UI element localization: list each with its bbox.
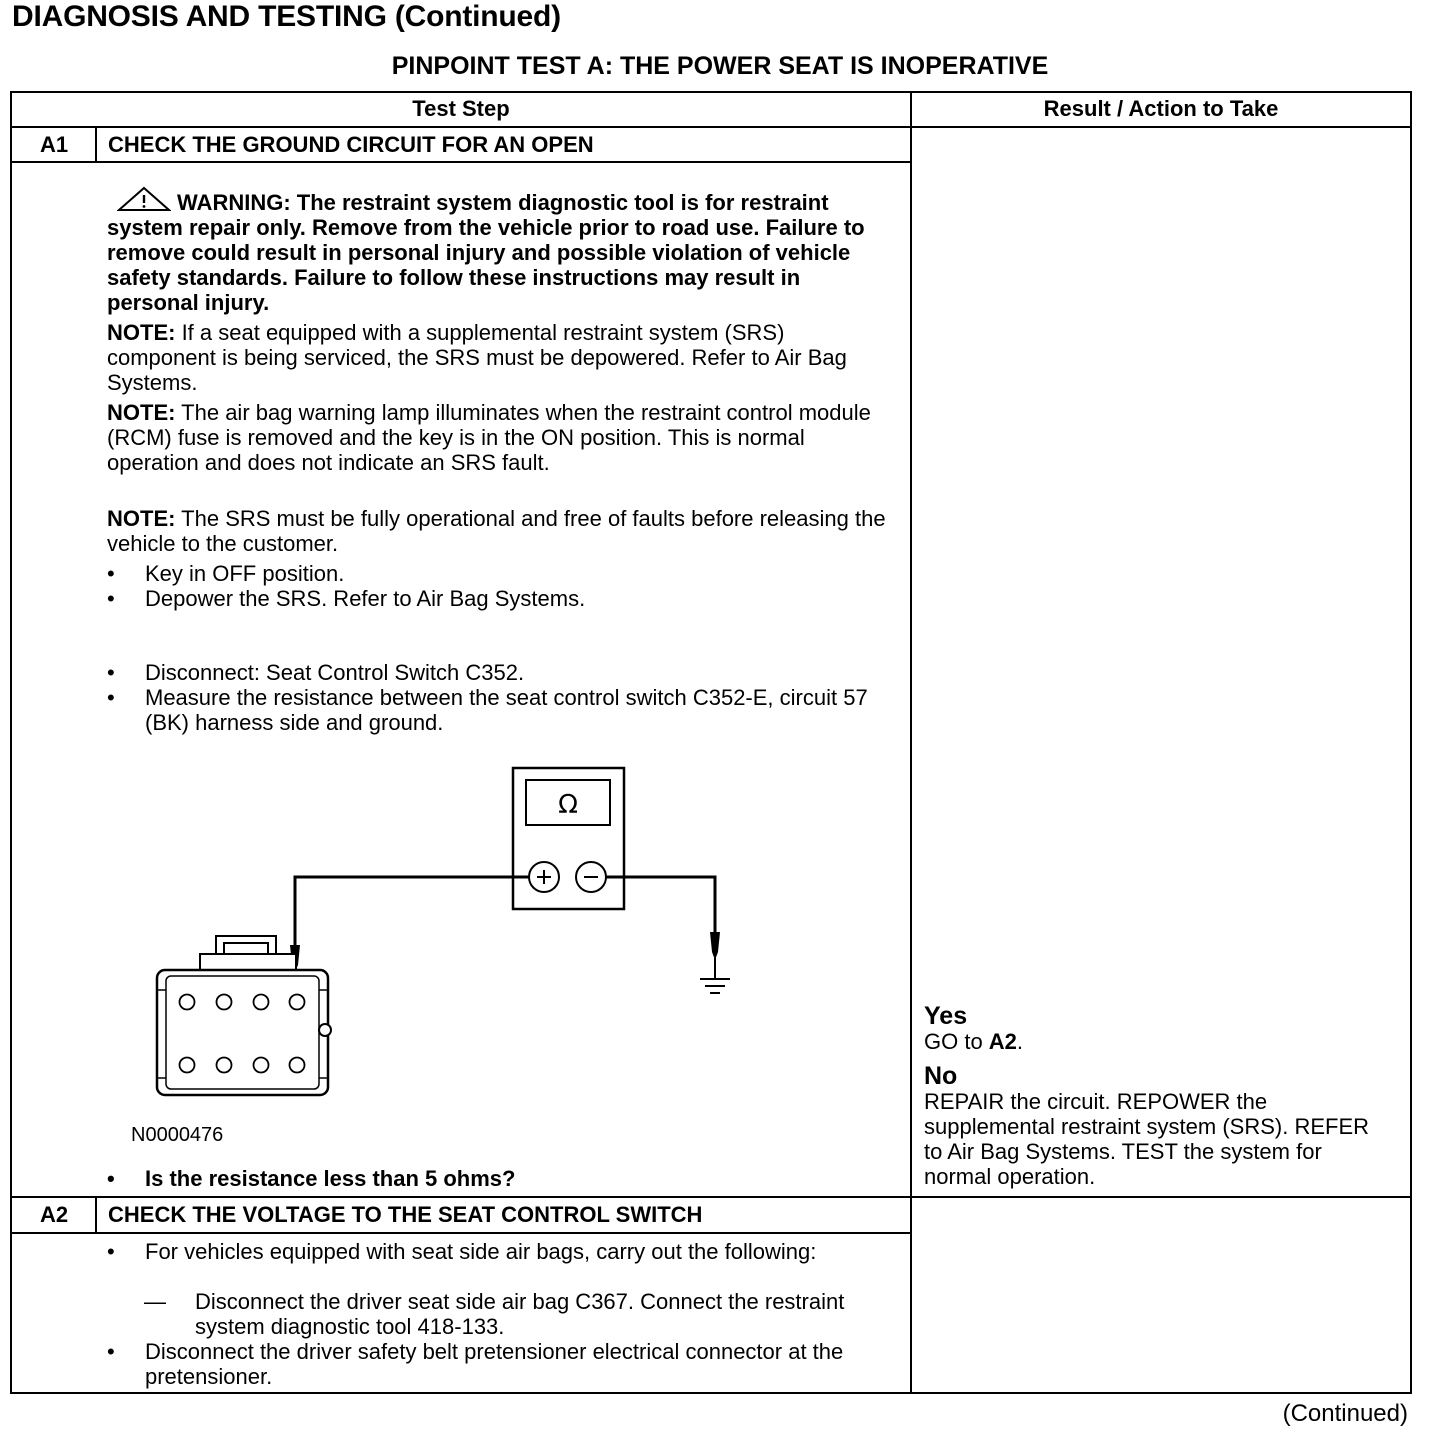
sub-list-item: — Disconnect the driver seat side air bag C367. Connect the restraint system diagnostic tool 418-133. — [144, 1289, 845, 1339]
result-yes: Yes GO to A2. — [924, 1004, 1384, 1054]
list-item: • Depower the SRS. Refer to Air Bag Systems. — [107, 586, 586, 611]
no-label: No — [924, 1062, 958, 1090]
warning-block — [107, 186, 887, 315]
list-item: • Disconnect the driver safety belt pretensioner electrical connector at the pretensioner. — [107, 1339, 844, 1389]
resistance-measurement-diagram — [140, 760, 760, 1110]
list-item: • Measure the resistance between the seat control switch C352-E, circuit 57 (BK) harness side and ground. — [107, 685, 868, 735]
list-item: • Disconnect: Seat Control Switch C352. — [107, 660, 525, 685]
step-title-a1: CHECK THE GROUND CIRCUIT FOR AN OPEN — [108, 132, 594, 157]
figure-id: N0000476 — [131, 1124, 224, 1146]
ground-icon — [700, 979, 730, 993]
ohm-symbol: Ω — [558, 790, 578, 820]
connector-c352-icon — [157, 936, 331, 1095]
yes-label: Yes — [924, 1002, 968, 1030]
result-no — [924, 1064, 1384, 1189]
list-item: • For vehicles equipped with seat side air bags, carry out the following: — [107, 1239, 817, 1264]
note-srs-operational — [107, 506, 887, 556]
continued-label: (Continued) — [1282, 1400, 1408, 1427]
header-result-action: Result / Action to Take — [1043, 96, 1279, 121]
no-action-text: REPAIR the circuit. REPOWER the supplemental restraint system (SRS). REFER to Air Bag Systems. TEST the system for normal operation. — [924, 1089, 1370, 1189]
go-to-a2-link[interactable]: A2 — [988, 1029, 1017, 1054]
test-question: • Is the resistance less than 5 ohms? — [107, 1166, 516, 1191]
note-text: The air bag warning lamp illuminates when the restraint control module (RCM) fuse is removed and the key is in the ON position. This is normal operation and does not indicate an SRS fault. — [107, 400, 871, 475]
step-id-a2: A2 — [39, 1202, 69, 1227]
note-srs-depower — [107, 320, 887, 395]
note-label: NOTE: — [107, 506, 176, 531]
header-test-step: Test Step — [412, 96, 510, 121]
list-item: • Key in OFF position. — [107, 561, 345, 586]
warning-label: WARNING — [177, 190, 284, 215]
warning-triangle-icon — [117, 186, 171, 212]
note-label: NOTE: — [107, 320, 176, 345]
note-text: The SRS must be fully operational and free of faults before releasing the vehicle to the customer. — [107, 506, 886, 556]
page-title: DIAGNOSIS AND TESTING (Continued) — [12, 0, 561, 33]
ohmmeter — [513, 768, 624, 909]
note-airbag-lamp — [107, 400, 887, 475]
note-label: NOTE: — [107, 400, 176, 425]
warning-text: : The restraint system diagnostic tool is for restraint system repair only. Remove from the vehicle prior to road use. Failure to remove could result in personal injury and possible violation of vehicle safety standards. Failure to follow these instructions may result in personal injury. — [107, 190, 865, 315]
pinpoint-test-title: PINPOINT TEST A: THE POWER SEAT IS INOPERATIVE — [391, 52, 1049, 80]
step-title-a2: CHECK THE VOLTAGE TO THE SEAT CONTROL SWITCH — [108, 1202, 703, 1227]
step-id-a1: A1 — [39, 132, 69, 157]
note-text: If a seat equipped with a supplemental restraint system (SRS) component is being serviced, the SRS must be depowered. Refer to Air Bag Systems. — [107, 320, 847, 395]
